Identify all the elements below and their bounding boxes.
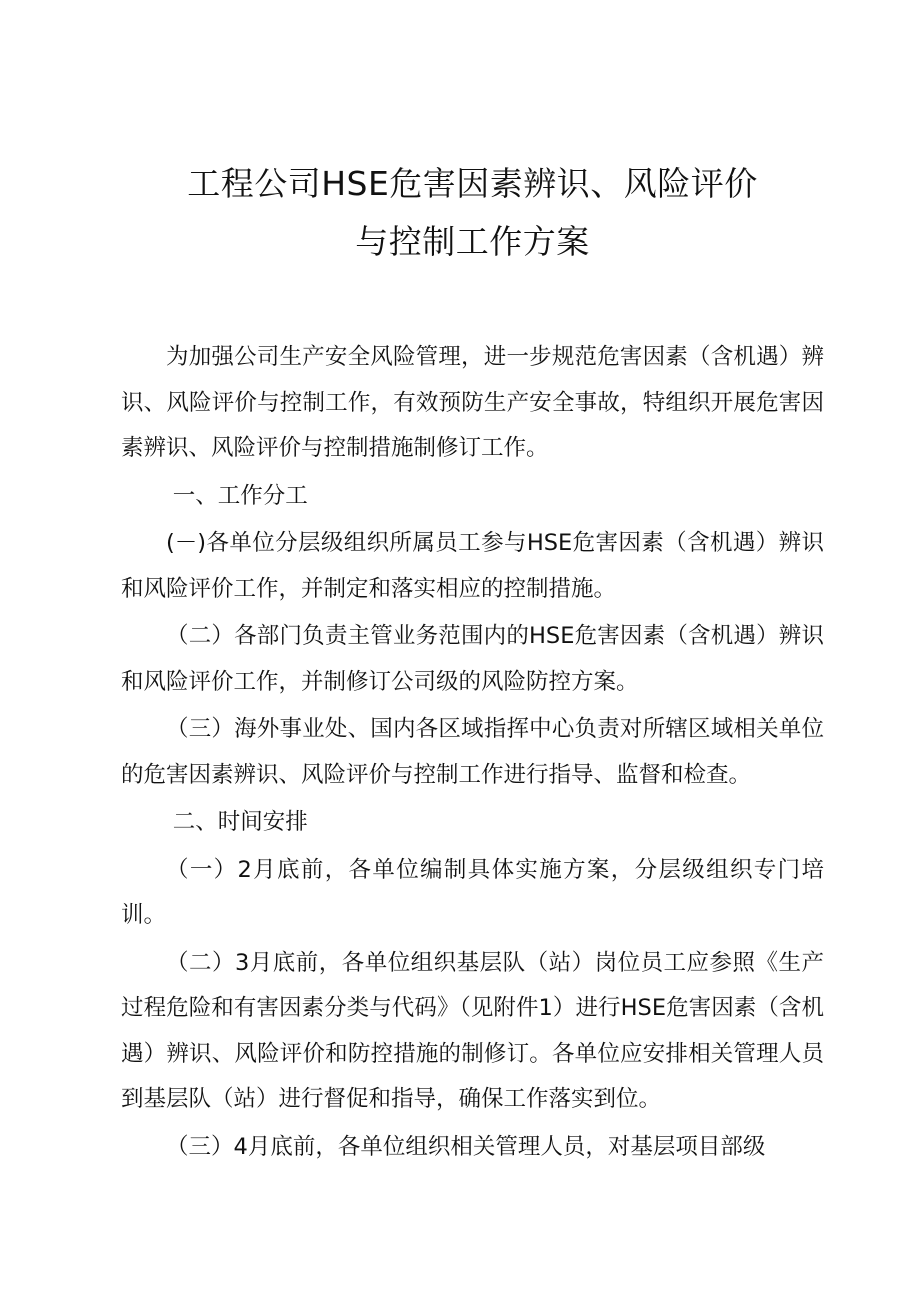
paragraph: （三）海外事业处、国内各区域指挥中心负责对所辖区域相关单位的危害因素辨识、风险评价与控制工作进行指导、监督和检查。 [121,716,824,788]
document-body [121,335,824,1170]
paragraph: （二）各部门负责主管业务范围内的HSE危害因素（含机遇）辨识和风险评价工作，并制修订公司级的风险防控方案。 [121,623,824,695]
paragraph: (－)各单位分层级组织所属员工参与HSE危害因素（含机遇）辨识和风险评价工作，并制定和落实相应的控制措施。 [121,530,824,602]
paragraph: （一）2月底前，各单位编制具体实施方案，分层级组织专门培训。 [121,856,824,928]
section-heading-work-division: 一、工作分工 [172,482,308,509]
paragraph: （三）4月底前，各单位组织相关管理人员，对基层项目部级 [166,1133,766,1160]
intro-paragraph: 为加强公司生产安全风险管理，进一步规范危害因素（含机遇）辨识、风险评价与控制工作，有效预防生产安全事故，特组织开展危害因素辨识、风险评价与控制措施制修订工作。 [121,344,824,461]
document-title [121,162,824,264]
paragraph: （二）3月底前，各单位组织基层队（站）岗位员工应参照《生产过程危险和有害因素分类与代码》（见附件1）进行HSE危害因素（含机遇）辨识、风险评价和防控措施的制修订。各单位应安排相关管理人员到基层队（站）进行督促和指导，确保工作落实到位。 [121,949,824,1112]
title-line-2: 与控制工作方案 [355,222,590,261]
title-line-1: 工程公司HSE危害因素辨识、风险评价 [187,164,758,203]
section-heading-schedule: 二、时间安排 [172,809,308,835]
